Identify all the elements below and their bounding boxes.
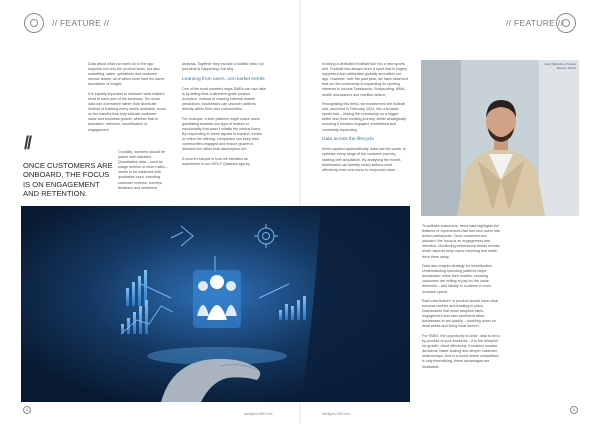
footer-url-right: intelligent-SME.tech	[322, 412, 351, 416]
section-title-right: // FEATURE //	[506, 18, 564, 28]
pull-quote: ONCE CUSTOMERS ARE ONBOARD, THE FOCUS IS ON ENGAGEMENT AND RETENTION.	[23, 161, 113, 199]
article-column-4	[322, 62, 408, 177]
paragraph: Data also shapes strategy for monetisation. Understanding spending patterns helps businesses refine their models, ensuring customers are willing to pay for the value delivered – and ideally to continue or even increase spend.	[422, 264, 493, 294]
magazine-logo-icon	[556, 13, 576, 33]
quote-mark: //	[24, 133, 31, 153]
section-title-left: // FEATURE //	[52, 18, 110, 28]
subheading: Learning from users, not market trends	[182, 76, 265, 82]
paragraph: analysis. Together they provide a holistic view, not just what is happening, but why.	[182, 62, 264, 72]
caption-line: Director, WOLF	[556, 65, 576, 70]
paragraph: Data about what our users do in the app supports not only the product team, but also marketing, sales, operations and customer service teams, all of which work from the same foundation of insight.	[88, 62, 165, 87]
hero-image	[21, 206, 410, 402]
article-column-1	[88, 62, 166, 137]
paragraph: Recognising this trend, we transformed the football hub, launched in February 2024, into a broader sports hub – linking the community on a bigger, better and more exciting journey, whilst strategically ensuring it remains engaged, entertained and constantly expanding.	[322, 102, 407, 132]
subheading: Data across the lifecycle	[322, 137, 374, 142]
paragraph: Crucially, numbers should be paired with narrative. Quantitative data – such as usage metrics or churn rates – needs to be balanced with qualitative input, including customer reviews, surveys, feedback and sentiment	[118, 150, 168, 190]
page-number-right: 11	[570, 406, 578, 414]
paragraph: Each new feature or product should have clear success metrics and tracking in place. Dashboards that show adoption rates, engagement and user sentiment allow businesses to act quickly – doubling down on what works and fixing what doesn't.	[422, 299, 499, 329]
magazine-logo-icon	[24, 13, 44, 33]
paragraph: To activate customers, trend data highlights the features or experiences that turn new users into active participants. Once customers are onboard, the focus is on engagement and retention. Monitoring behavioural trends reveals which aspects keep users returning and which drive them away.	[422, 224, 500, 259]
caption-line: Garry Mazarinov, Product	[544, 62, 576, 66]
paragraph: A recent example is how we elevated an experience in our WOLF Qatarwin app by	[182, 156, 250, 166]
page-number-left: 11	[23, 406, 31, 414]
paragraph: evolving a dedicated football hub into a new sports hub. Football has always been a sport that is hugely supported and celebrated globally and within our app. However, over the past year, we have observed that our fan community is expanding its sporting interests to include Taekwondo, Bodysurfing, MMA, health discussions and nutrition advice.	[322, 62, 408, 97]
article-column-2	[118, 150, 170, 195]
article-column-5	[422, 224, 502, 374]
paragraph: It is equally important to measure what matters most to each part of the business. Too much data can overwhelm rather than illuminate. Instead of tracking every metric available, focus on the handful that truly indicate customer value and business growth, whether that is activation, retention, monetisation or engagement.	[88, 91, 166, 132]
portrait-photo	[421, 60, 579, 216]
photo-caption	[540, 63, 576, 70]
footer-url-left: intelligent-SME.tech	[244, 412, 273, 416]
article-column-3	[182, 62, 266, 171]
paragraph: When applied systematically, data has the power to optimise every stage of the customer journey, starting with acquisition. By analysing the funnel, businesses can identify which actions most effectively lead new users to reciprocal value.	[322, 147, 406, 172]
paragraph: For example, a tech platform might notice users gravitating towards one type of feature or functionality that wasn't initially the central focus. By responding to these signals to expand, evolve or refine the offering, companies can keep their communities engaged and ensure growth is demand-led rather than assumption-led.	[182, 116, 263, 152]
paragraph: One of the most powerful ways SMEs can use data is by letting their customers guide product evolution. Instead of chasing external market predictions, businesses can uncover patterns directly within their own communities.	[182, 86, 266, 112]
paragraph: For SMEs, the opportunity is clear: data is not a by-product of your business – it is the blueprint for growth. Used effectively, it enables smarter decisions, faster scaling and deeper customer relationships. And in a world where competition is only intensifying, these advantages are invaluable.	[422, 333, 500, 369]
